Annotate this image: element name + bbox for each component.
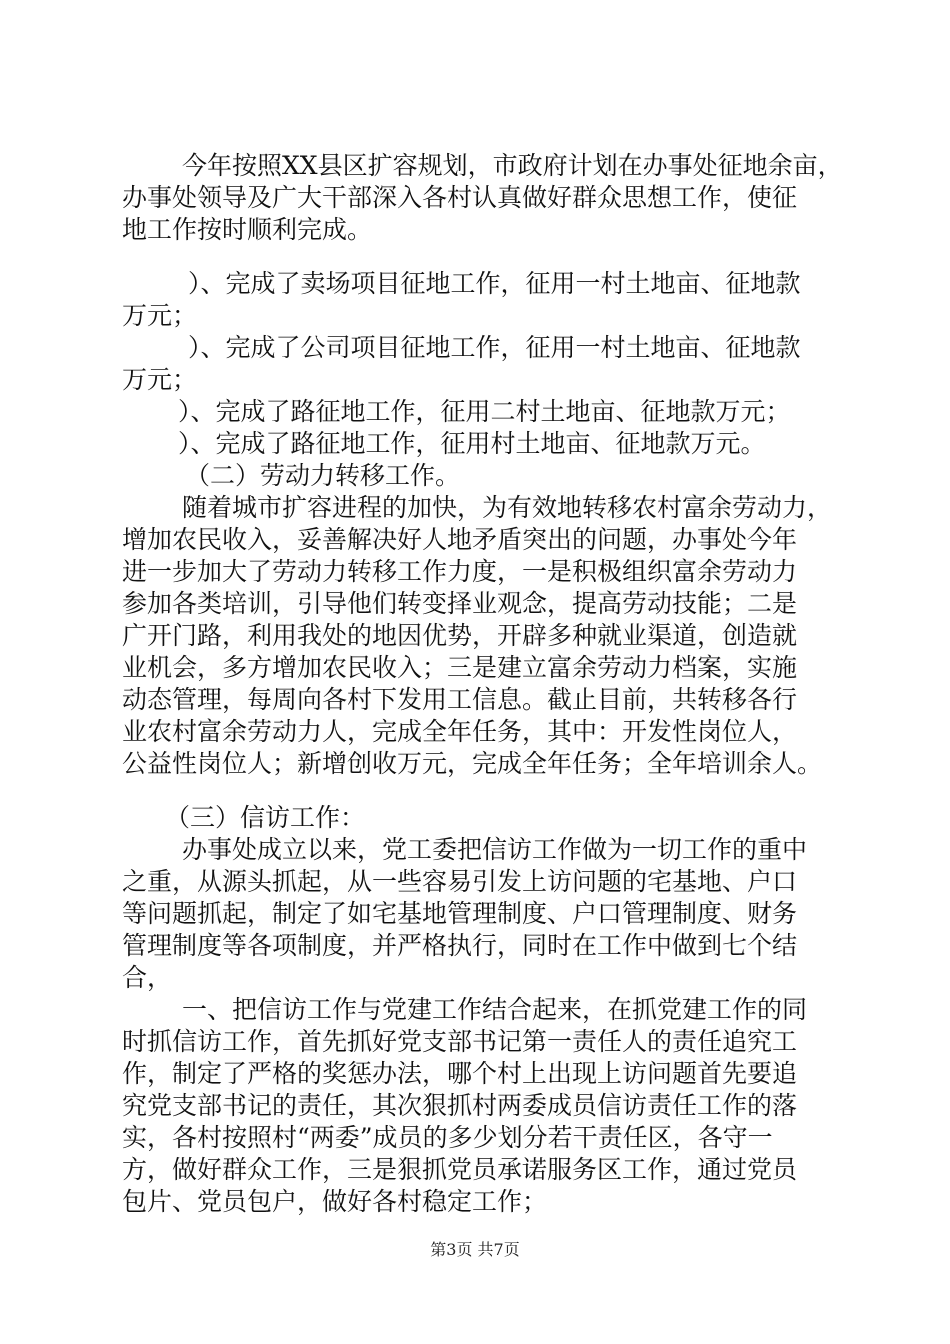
page-number-footer: 第3页 共7页 — [430, 1240, 520, 1259]
text-line: 实，各村按照村“两委”成员的多少划分若干责任区，各守一 — [122, 1123, 773, 1152]
text-line: 进一步加大了劳动力转移工作力度，一是积极组织富余劳动力 — [122, 557, 798, 586]
text-line: 办事处领导及广大干部深入各村认真做好群众思想工作，使征 — [122, 183, 798, 212]
text-line: 方，做好群众工作，三是狠抓党员承诺服务区工作，通过党员 — [122, 1155, 798, 1184]
text-line: ）、完成了路征地工作，征用村土地亩、征地款万元。 — [178, 429, 766, 458]
text-line: 广开门路，利用我处的地因优势，开辟多种就业渠道，创造就 — [122, 621, 798, 650]
text-line: 究党支部书记的责任，其次狠抓村两委成员信访责任工作的落 — [122, 1091, 798, 1120]
text-line: 一、把信访工作与党建工作结合起来，在抓党建工作的同 — [182, 995, 808, 1024]
section-heading: （二）劳动力转移工作。 — [185, 461, 461, 490]
text-line: 等问题抓起，制定了如宅基地管理制度、户口管理制度、财务 — [122, 899, 798, 928]
text-line: 万元； — [122, 301, 198, 330]
text-line: 公益性岗位人；新增创收万元，完成全年任务；全年培训余人。 — [122, 749, 823, 778]
text-line: 包片、党员包户，做好各村稳定工作； — [122, 1187, 548, 1216]
text-line: 业农村富余劳动力人，完成全年任务，其中：开发性岗位人， — [122, 717, 798, 746]
text-line: 地工作按时顺利完成。 — [122, 215, 373, 244]
text-line: ）、完成了路征地工作，征用二村土地亩、征地款万元； — [178, 397, 791, 426]
text-line: 业机会，多方增加农民收入；三是建立富余劳动力档案，实施 — [122, 653, 798, 682]
text-line: 管理制度等各项制度，并严格执行，同时在工作中做到七个结 — [122, 931, 798, 960]
text-line: 时抓信访工作，首先抓好党支部书记第一责任人的责任追究工 — [122, 1027, 798, 1056]
text-line: 随着城市扩容进程的加快，为有效地转移农村富余劳动力， — [182, 493, 833, 522]
section-heading: （三）信访工作： — [165, 803, 366, 832]
text-line: 动态管理，每周向各村下发用工信息。截止目前，共转移各行 — [122, 685, 798, 714]
text-line: ）、完成了公司项目征地工作，征用一村土地亩、征地款 — [188, 333, 801, 362]
text-line: 增加农民收入，妥善解决好人地矛盾突出的问题，办事处今年 — [122, 525, 798, 554]
text-line: 今年按照XX县区扩容规划，市政府计划在办事处征地余亩， — [182, 151, 843, 180]
text-line: 办事处成立以来，党工委把信访工作做为一切工作的重中 — [182, 835, 808, 864]
text-line: 参加各类培训，引导他们转变择业观念，提高劳动技能；二是 — [122, 589, 798, 618]
text-line: 之重，从源头抓起，从一些容易引发上访问题的宅基地、户口 — [122, 867, 798, 896]
text-line: 万元； — [122, 365, 198, 394]
text-line: 合， — [122, 963, 173, 992]
text-line: 作，制定了严格的奖惩办法，哪个村上出现上访问题首先要追 — [122, 1059, 798, 1088]
text-line: ）、完成了卖场项目征地工作，征用一村土地亩、征地款 — [188, 269, 801, 298]
